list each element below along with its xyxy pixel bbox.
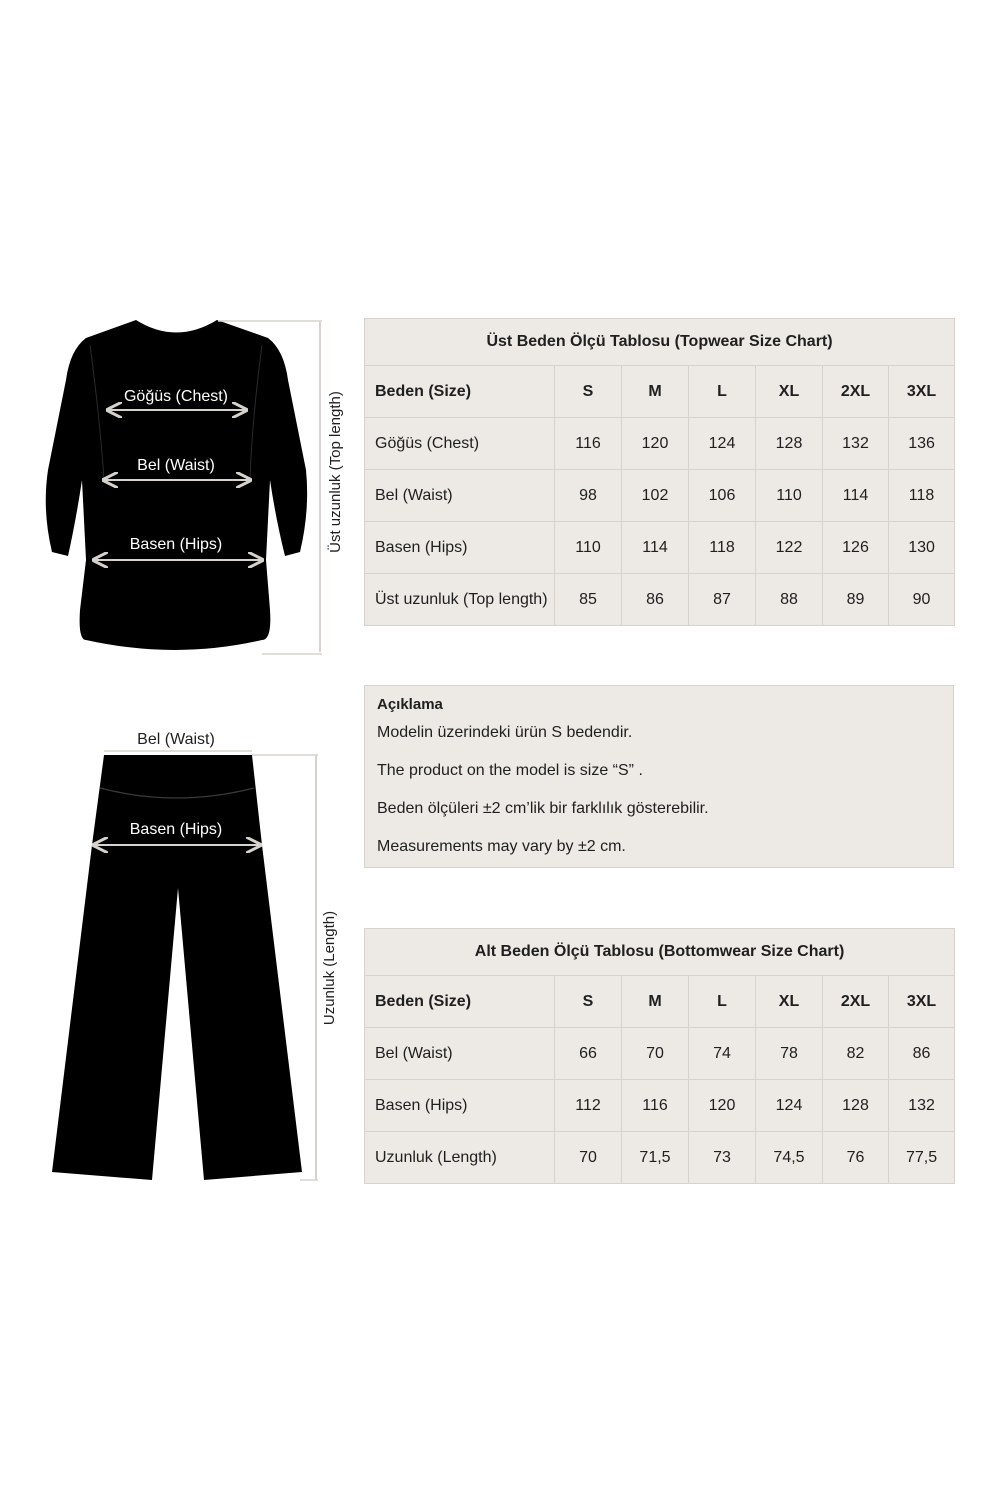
header-cell: XL	[756, 366, 823, 418]
table-cell: 77,5	[889, 1132, 955, 1184]
top-length-label: Üst uzunluk (Top length)	[327, 391, 344, 553]
header-cell: XL	[756, 976, 823, 1028]
table-row	[365, 1080, 955, 1132]
table-cell: 118	[889, 470, 955, 522]
table-cell: 114	[823, 470, 889, 522]
table-cell: 106	[689, 470, 756, 522]
table-cell: 70	[622, 1028, 689, 1080]
description-title: Açıklama	[377, 696, 443, 713]
table-cell: 110	[555, 522, 622, 574]
header-cell: M	[622, 366, 689, 418]
header-cell: L	[689, 976, 756, 1028]
table-cell: 74,5	[756, 1132, 823, 1184]
table-cell: 76	[823, 1132, 889, 1184]
row-label: Uzunluk (Length)	[365, 1132, 555, 1184]
description-line: Modelin üzerindeki ürün S bedendir.	[377, 724, 633, 741]
table-row	[365, 418, 955, 470]
table-cell: 132	[889, 1080, 955, 1132]
table-cell: 87	[689, 574, 756, 626]
table-row	[365, 470, 955, 522]
bottom-hips-label: Basen (Hips)	[129, 821, 223, 838]
table-cell: 120	[689, 1080, 756, 1132]
row-label: Bel (Waist)	[365, 470, 555, 522]
bottomwear-size-table	[364, 928, 955, 1184]
description-line: The product on the model is size “S” .	[377, 762, 643, 779]
table-cell: 88	[756, 574, 823, 626]
top-waist-label: Bel (Waist)	[137, 457, 215, 474]
row-label: Bel (Waist)	[365, 1028, 555, 1080]
table-cell: 132	[823, 418, 889, 470]
table-cell: 112	[555, 1080, 622, 1132]
table-cell: 128	[823, 1080, 889, 1132]
topwear-size-table	[364, 318, 955, 626]
header-cell: 3XL	[889, 976, 955, 1028]
header-cell: Beden (Size)	[365, 366, 555, 418]
table-row	[365, 522, 955, 574]
table-cell: 90	[889, 574, 955, 626]
table-cell: 66	[555, 1028, 622, 1080]
table-cell: 89	[823, 574, 889, 626]
table-cell: 82	[823, 1028, 889, 1080]
row-label: Basen (Hips)	[365, 1080, 555, 1132]
table-cell: 130	[889, 522, 955, 574]
table-cell: 116	[555, 418, 622, 470]
row-label: Göğüs (Chest)	[365, 418, 555, 470]
table-cell: 73	[689, 1132, 756, 1184]
table-cell: 118	[689, 522, 756, 574]
table-cell: 110	[756, 470, 823, 522]
description-line: Beden ölçüleri ±2 cm’lik bir farklılık gösterebilir.	[377, 800, 709, 817]
top-garment-shape	[46, 320, 307, 650]
header-cell: S	[555, 366, 622, 418]
bottom-waist-label: Bel (Waist)	[137, 731, 215, 748]
topwear-table-title: Üst Beden Ölçü Tablosu (Topwear Size Chart)	[365, 319, 955, 366]
table-row	[365, 574, 955, 626]
table-cell: 122	[756, 522, 823, 574]
header-cell: S	[555, 976, 622, 1028]
header-cell: Beden (Size)	[365, 976, 555, 1028]
table-header-row	[365, 366, 955, 418]
table-cell: 114	[622, 522, 689, 574]
table-cell: 136	[889, 418, 955, 470]
table-cell: 86	[622, 574, 689, 626]
header-cell: 2XL	[823, 366, 889, 418]
table-cell: 120	[622, 418, 689, 470]
table-cell: 124	[689, 418, 756, 470]
table-cell: 98	[555, 470, 622, 522]
table-row	[365, 1132, 955, 1184]
table-cell: 85	[555, 574, 622, 626]
header-cell: 3XL	[889, 366, 955, 418]
description-line: Measurements may vary by ±2 cm.	[377, 838, 626, 855]
table-cell: 71,5	[622, 1132, 689, 1184]
bottom-garment-shape	[52, 755, 302, 1180]
row-label: Üst uzunluk (Top length)	[365, 574, 555, 626]
bottom-length-label: Uzunluk (Length)	[321, 910, 338, 1026]
table-row	[365, 1028, 955, 1080]
description-box	[364, 685, 954, 868]
table-cell: 124	[756, 1080, 823, 1132]
table-cell: 116	[622, 1080, 689, 1132]
garment-diagrams	[0, 0, 360, 1500]
header-cell: M	[622, 976, 689, 1028]
table-cell: 102	[622, 470, 689, 522]
table-cell: 126	[823, 522, 889, 574]
header-cell: 2XL	[823, 976, 889, 1028]
bottomwear-table-title: Alt Beden Ölçü Tablosu (Bottomwear Size Chart)	[365, 929, 955, 976]
table-header-row	[365, 976, 955, 1028]
table-cell: 86	[889, 1028, 955, 1080]
row-label: Basen (Hips)	[365, 522, 555, 574]
table-cell: 128	[756, 418, 823, 470]
header-cell: L	[689, 366, 756, 418]
table-cell: 74	[689, 1028, 756, 1080]
table-cell: 70	[555, 1132, 622, 1184]
garment-svg	[0, 0, 360, 1500]
table-cell: 78	[756, 1028, 823, 1080]
top-hips-label: Basen (Hips)	[129, 536, 223, 553]
top-chest-label: Göğüs (Chest)	[123, 388, 229, 405]
